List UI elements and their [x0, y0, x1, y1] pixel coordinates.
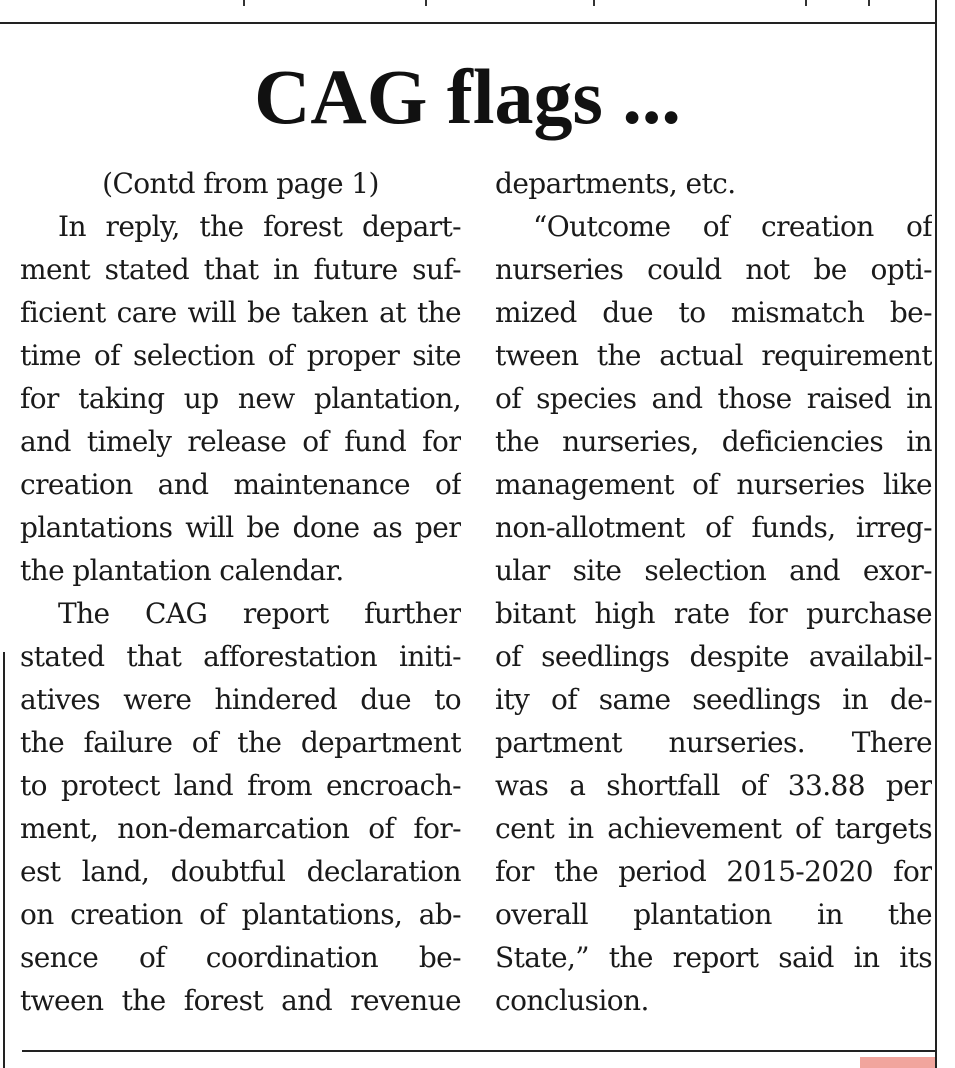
text-line: time of selection of proper site	[20, 339, 461, 372]
text-line: overall plantation in the	[495, 898, 932, 931]
top-tick	[243, 0, 245, 6]
left-rule	[3, 652, 5, 1068]
text-line: est land, doubtful declaration	[20, 855, 461, 888]
text-line: conclusion.	[495, 984, 649, 1017]
text-line: cent in achievement of targets	[495, 812, 932, 845]
text-line: atives were hindered due to	[20, 683, 461, 716]
text-line: nurseries could not be opti-	[495, 253, 932, 286]
bottom-rule	[22, 1050, 935, 1052]
text-line: partment nurseries. There	[495, 726, 932, 759]
top-rule	[0, 22, 937, 24]
text-line: ficient care will be taken at the	[20, 296, 461, 329]
text-line: to protect land from encroach-	[20, 769, 461, 802]
text-line: creation and maintenance of	[20, 468, 461, 501]
text-line: plantations will be done as per	[20, 511, 461, 544]
article-column-left	[20, 162, 461, 1022]
headline: CAG flags ...	[254, 53, 681, 140]
text-line: the failure of the department	[20, 726, 461, 759]
text-line: tween the forest and revenue	[20, 984, 461, 1017]
text-line: ment stated that in future suf-	[20, 253, 461, 286]
text-line: “Outcome of creation of	[533, 210, 932, 243]
text-line: for taking up new plantation,	[20, 382, 461, 415]
text-line: tween the actual requirement	[495, 339, 932, 372]
text-line: non-allotment of funds, irreg-	[495, 511, 932, 544]
top-tick	[805, 0, 807, 6]
text-line: the nurseries, deficiencies in	[495, 425, 932, 458]
adjacent-article-tab	[860, 1057, 935, 1068]
text-line: The CAG report further	[58, 597, 461, 630]
top-tick	[868, 0, 870, 6]
text-line: of species and those raised in	[495, 382, 932, 415]
text-line: was a shortfall of 33.88 per	[495, 769, 932, 802]
text-line: management of nurseries like	[495, 468, 932, 501]
text-line: for the period 2015-2020 for	[495, 855, 932, 888]
text-line: In reply, the forest depart-	[58, 210, 461, 243]
text-line: the plantation calendar.	[20, 554, 344, 587]
continuation-note: (Contd from page 1)	[102, 167, 379, 200]
top-tick	[425, 0, 427, 6]
text-line: of seedlings despite availabil-	[495, 640, 932, 673]
text-line: State,” the report said in its	[495, 941, 932, 974]
text-line: ment, non-demarcation of for-	[20, 812, 461, 845]
text-line: ular site selection and exor-	[495, 554, 932, 587]
top-tick	[593, 0, 595, 6]
article-column-right	[495, 162, 932, 1022]
text-line: on creation of plantations, ab-	[20, 898, 461, 931]
text-line: sence of coordination be-	[20, 941, 461, 974]
text-line: bitant high rate for purchase	[495, 597, 932, 630]
text-line: ity of same seedlings in de-	[495, 683, 932, 716]
text-line: mized due to mismatch be-	[495, 296, 932, 329]
text-line: stated that afforestation initi-	[20, 640, 461, 673]
text-line: and timely release of fund for	[20, 425, 461, 458]
text-line: departments, etc.	[495, 167, 736, 200]
right-rule	[935, 0, 937, 1068]
